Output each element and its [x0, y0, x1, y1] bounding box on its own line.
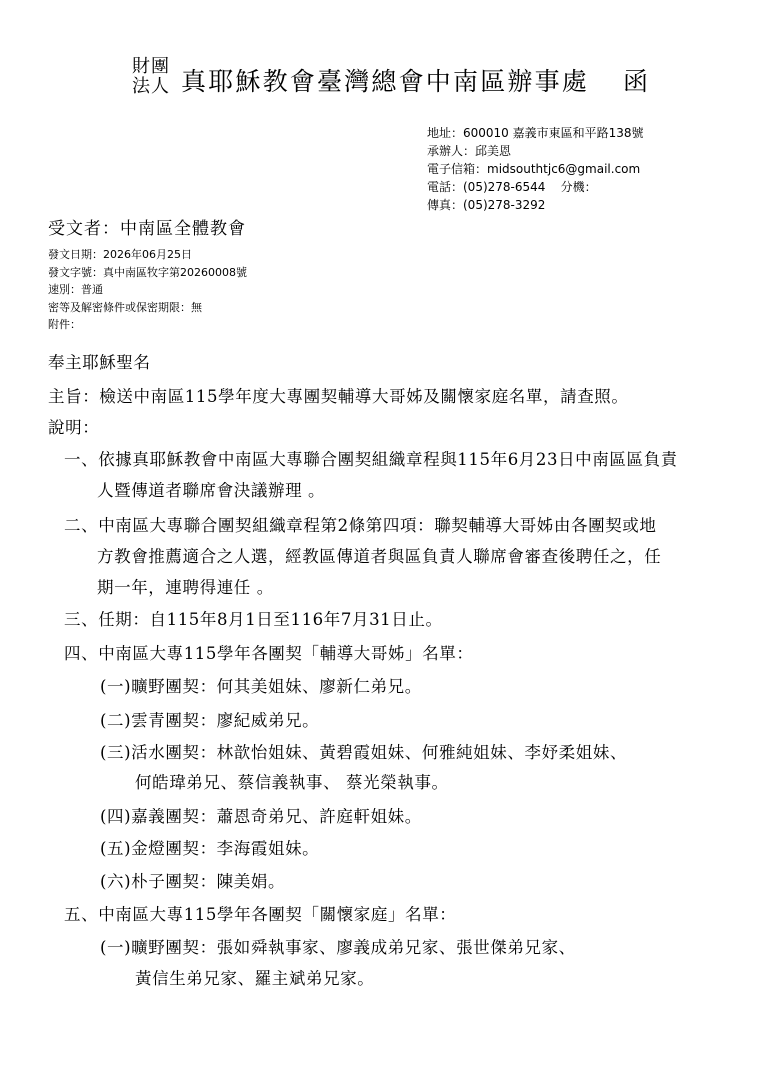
item-5: 五、中南區大專115學年各團契「關懷家庭」名單： — [64, 905, 457, 924]
document-meta — [48, 246, 247, 334]
document-type: 函 — [623, 67, 649, 96]
item-4: 四、中南區大專115學年各團契「輔導大哥姊」名單： — [64, 644, 474, 663]
greeting: 奉主耶穌聖名 — [48, 353, 151, 372]
item-4-sub-3-line-2: 何皓瑋弟兄、蔡信義執事、 蔡光榮執事。 — [135, 773, 449, 792]
meta-date: 發文日期：2026年06月25日 — [48, 248, 192, 261]
explanation-label: 說明： — [48, 418, 100, 437]
item-4-sub-6: (六)朴子團契：陳美娟。 — [100, 872, 286, 891]
item-1-line-1: 一、依據真耶穌教會中南區大專聯合團契組織章程與115年6月23日中南區區負責 — [64, 450, 678, 469]
item-5-sub-1-line-2: 黃信生弟兄家、羅主斌弟兄家。 — [135, 969, 375, 988]
contact-handler: 承辦人：邱美恩 — [427, 144, 512, 158]
meta-number: 發文字號：真中南區牧字第20260008號 — [48, 265, 247, 279]
item-4-sub-3-line-1: (三)活水團契：林歆怡姐妹、黃碧霞姐妹、何雅純姐妹、李妤柔姐妹、 — [100, 743, 628, 762]
item-4-sub-4: (四)嘉義團契：蕭恩奇弟兄、許庭軒姐妹。 — [100, 807, 422, 826]
contact-block — [427, 124, 644, 214]
item-2-line-2: 方教會推薦適合之人選，經教區傳道者與區負責人聯席會審查後聘任之，任 — [97, 547, 662, 566]
subject-line: 主旨：檢送中南區115學年度大專團契輔導大哥姊及關懷家庭名單，請查照。 — [48, 387, 629, 406]
org-type-line2: 法人 — [132, 76, 170, 97]
contact-phone: 電話：(05)278-6544 分機： — [427, 180, 597, 194]
item-4-sub-1: (一)曠野團契：何其美姐妹、廖新仁弟兄。 — [100, 677, 422, 696]
item-5-sub-1-line-1: (一)曠野團契：張如舜執事家、廖義成弟兄家、張世傑弟兄家、 — [100, 938, 576, 957]
item-4-sub-2: (二)雲青團契：廖紀威弟兄。 — [100, 711, 320, 730]
item-3: 三、任期：自115年8月1日至116年7月31日止。 — [64, 610, 443, 629]
item-4-sub-5: (五)金燈團契：李海霞姐妹。 — [100, 839, 320, 858]
contact-fax: 傳真：(05)278-3292 — [427, 198, 546, 212]
item-1-line-2: 人暨傳道者聯席會決議辦理 。 — [97, 481, 326, 500]
item-2-line-3: 期一年，連聘得連任 。 — [97, 578, 274, 597]
org-type-line1: 財團 — [132, 56, 170, 77]
org-type-label — [132, 57, 176, 97]
contact-address: 地址：600010 嘉義市東區和平路138號 — [427, 126, 644, 140]
meta-secrecy: 密等及解密條件或保密期限：無 — [48, 300, 202, 314]
organization-name: 真耶穌教會臺灣總會中南區辦事處 — [181, 67, 590, 96]
item-2-line-1: 二、中南區大專聯合團契組織章程第2條第四項：聯契輔導大哥姊由各團契或地 — [64, 516, 657, 535]
recipient-line: 受文者：中南區全體教會 — [48, 219, 246, 239]
meta-speed: 速別：普通 — [48, 283, 103, 296]
meta-attachment: 附件： — [48, 318, 81, 331]
contact-email: 電子信箱：midsouthtjc6@gmail.com — [427, 162, 641, 176]
